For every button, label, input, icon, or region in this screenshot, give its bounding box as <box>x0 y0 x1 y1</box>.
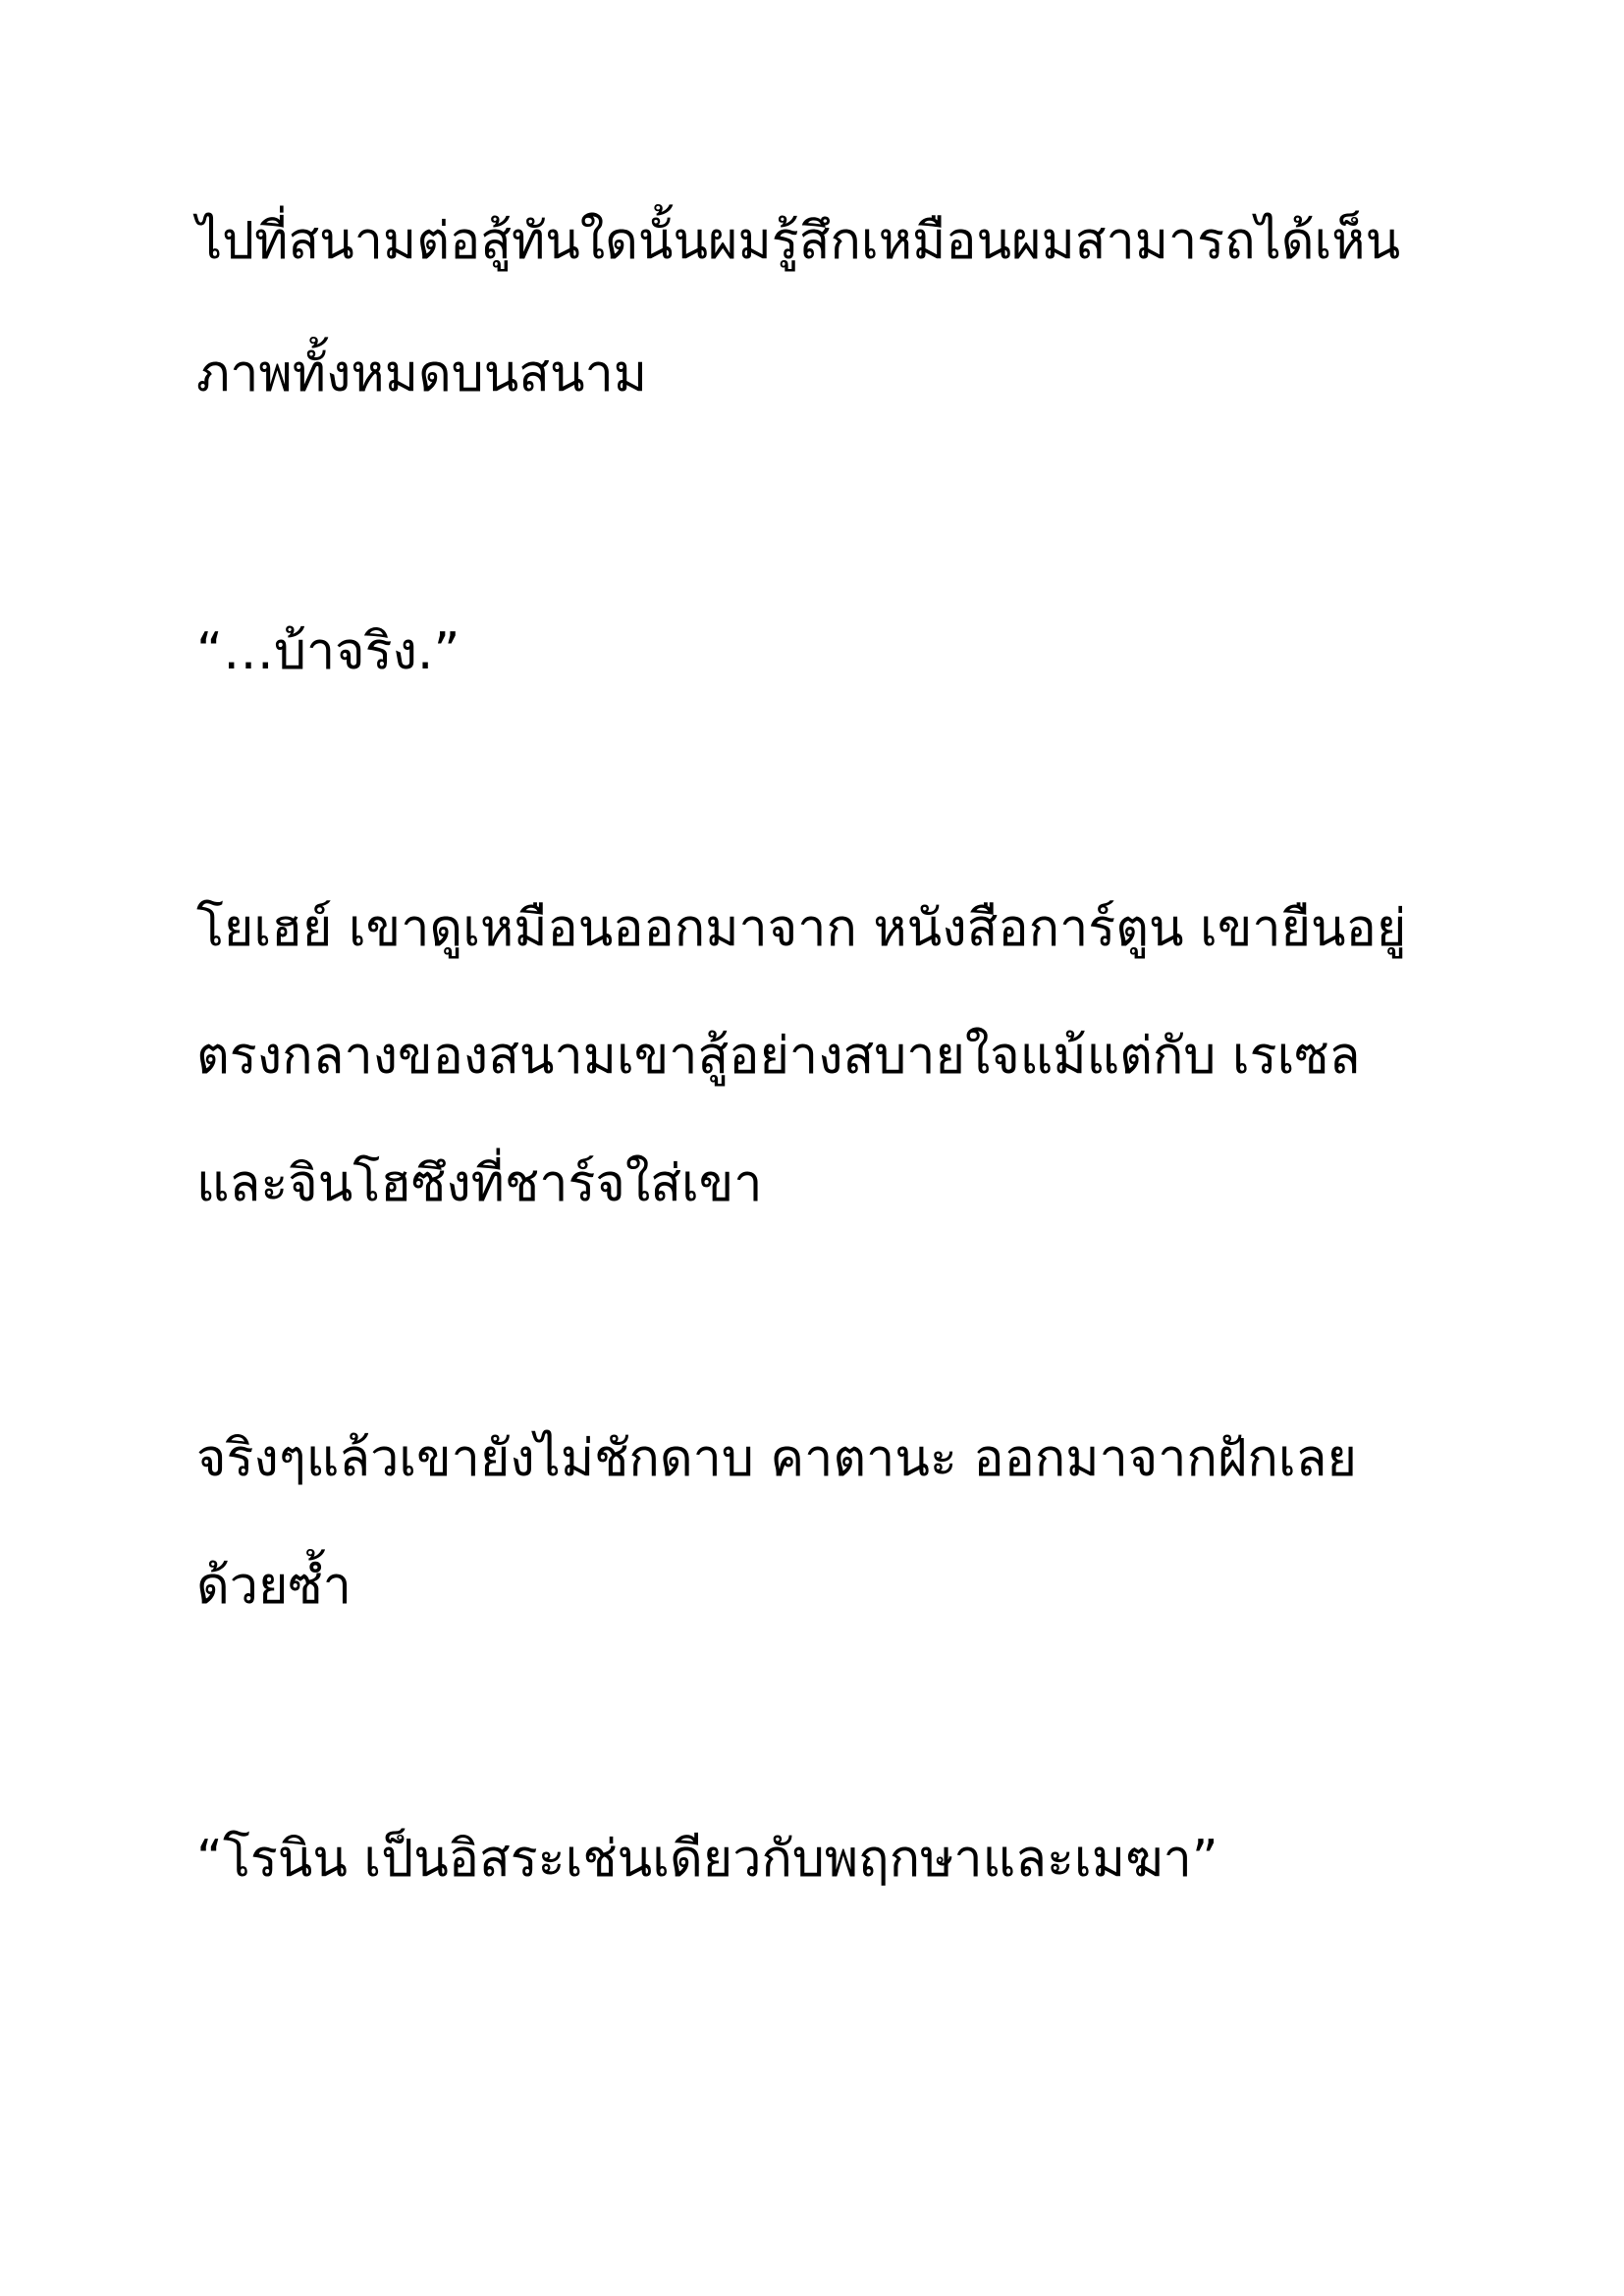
dialogue-line-2: “โรนิน เป็นอิสระเช่นเดียวกับพฤกษาและเมฆา” <box>196 1830 1218 1889</box>
paragraph-2-line-3: และจินโฮซึงที่ชาร์จใส่เขา <box>196 1154 763 1213</box>
paragraph-2-line-1: โยเฮย์ เขาดูเหมือนออกมาจาก หนังสือการ์ตูน เขายืนอยู่ <box>196 899 1407 958</box>
paragraph-1-line-2: ภาพทั้งหมดบนสนาม <box>196 345 648 403</box>
paragraph-2-line-2: ตรงกลางของสนามเขาสู้อย่างสบายใจแม้แต่กับ เรเซล <box>196 1027 1361 1086</box>
paragraph-3-line-2: ด้วยซ้ำ <box>196 1557 352 1616</box>
dialogue-line-1: “…บ้าจริง.” <box>196 622 460 681</box>
paragraph-3-line-1: จริงๆแล้วเขายังไม่ชักดาบ คาตานะ ออกมาจากฝักเลย <box>196 1429 1357 1488</box>
paragraph-1-line-1: ไปที่สนามต่อสู้ทันใดนั้นผมรู้สึกเหมือนผมสามารถได้เห็น <box>196 212 1401 271</box>
